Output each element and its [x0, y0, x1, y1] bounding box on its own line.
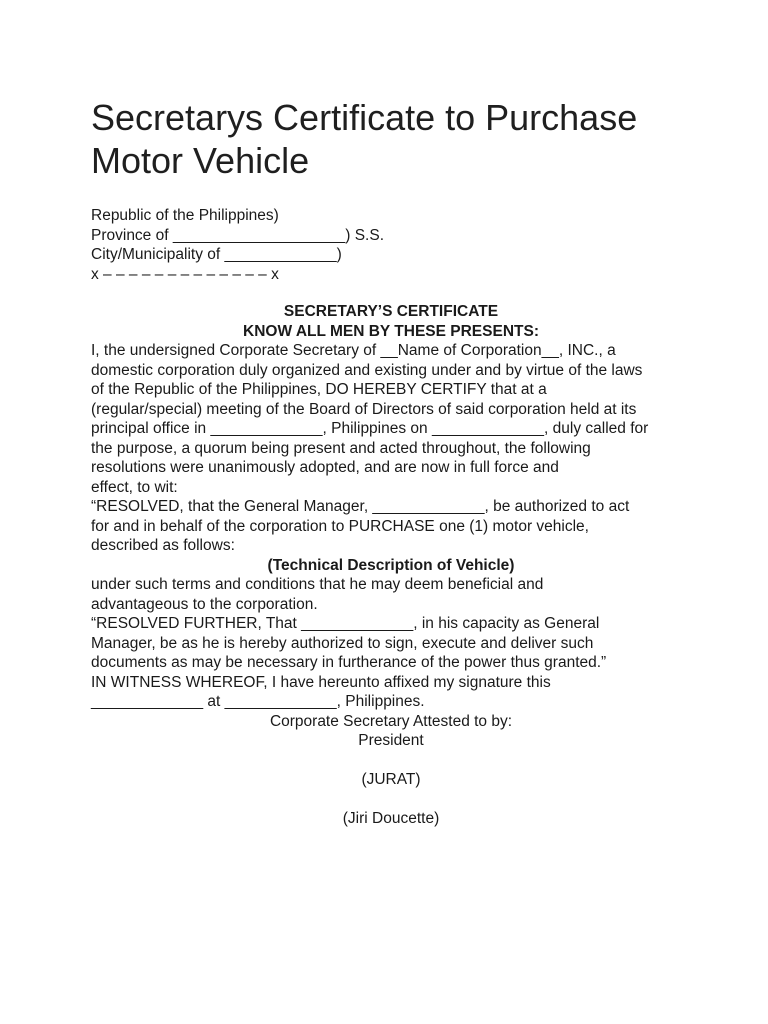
- body-line: “RESOLVED, that the General Manager, _____________, be authorized to act: [91, 498, 630, 515]
- body-line: documents as may be necessary in furtherance of the power thus granted.”: [91, 654, 607, 671]
- title-line-2: Motor Vehicle: [91, 140, 310, 181]
- body-line: “RESOLVED FURTHER, That _____________, in his capacity as General: [91, 615, 600, 632]
- body-line: (regular/special) meeting of the Board of Directors of said corporation held at its: [91, 400, 637, 418]
- signature-block: [91, 712, 691, 829]
- certificate-heading: SECRETARY’S CERTIFICATE: [283, 303, 499, 320]
- body-line: advantageous to the corporation.: [91, 595, 318, 613]
- jurat-line: (JURAT): [361, 771, 421, 788]
- document-title: [91, 96, 691, 182]
- certificate-body: [91, 341, 691, 712]
- jurisdiction-header: [91, 206, 691, 284]
- attested-line: Corporate Secretary Attested to by:: [269, 712, 513, 730]
- body-line: resolutions were unanimously adopted, and are now in full force and: [91, 459, 559, 476]
- body-line: effect, to wit:: [91, 478, 178, 496]
- body-line: IN WITNESS WHEREOF, I have hereunto affixed my signature this: [91, 673, 551, 691]
- body-line: for and in behalf of the corporation to PURCHASE one (1) motor vehicle,: [91, 517, 589, 535]
- republic-line: Republic of the Philippines): [91, 207, 279, 224]
- province-line: Province of ____________________) S.S.: [91, 226, 385, 244]
- spacer: [91, 790, 691, 810]
- spacer: [91, 751, 691, 771]
- president-line: President: [358, 732, 424, 749]
- certificate-headings: [91, 302, 691, 341]
- body-line: Manager, be as he is hereby authorized to sign, execute and deliver such: [91, 634, 594, 652]
- technical-description-heading: (Technical Description of Vehicle): [267, 556, 515, 574]
- title-line-1: Secretarys Certificate to Purchase: [91, 97, 638, 138]
- body-line: the purpose, a quorum being present and acted throughout, the following: [91, 439, 591, 457]
- body-line: _____________ at _____________, Philippines.: [91, 693, 425, 710]
- body-line: I, the undersigned Corporate Secretary of __Name of Corporation__, INC., a: [91, 342, 616, 359]
- body-line: of the Republic of the Philippines, DO HEREBY CERTIFY that at a: [91, 381, 547, 398]
- document-body: [91, 96, 691, 829]
- city-line: City/Municipality of _____________): [91, 246, 342, 263]
- separator-line: x – – – – – – – – – – – – – x: [91, 265, 279, 283]
- body-line: described as follows:: [91, 537, 235, 554]
- know-all-heading: KNOW ALL MEN BY THESE PRESENTS:: [243, 322, 539, 340]
- body-line: under such terms and conditions that he may deem beneficial and: [91, 576, 544, 593]
- body-line: principal office in _____________, Philippines on _____________, duly called for: [91, 420, 649, 437]
- signer-line: (Jiri Doucette): [342, 810, 440, 827]
- body-line: domestic corporation duly organized and existing under and by virtue of the laws: [91, 361, 643, 379]
